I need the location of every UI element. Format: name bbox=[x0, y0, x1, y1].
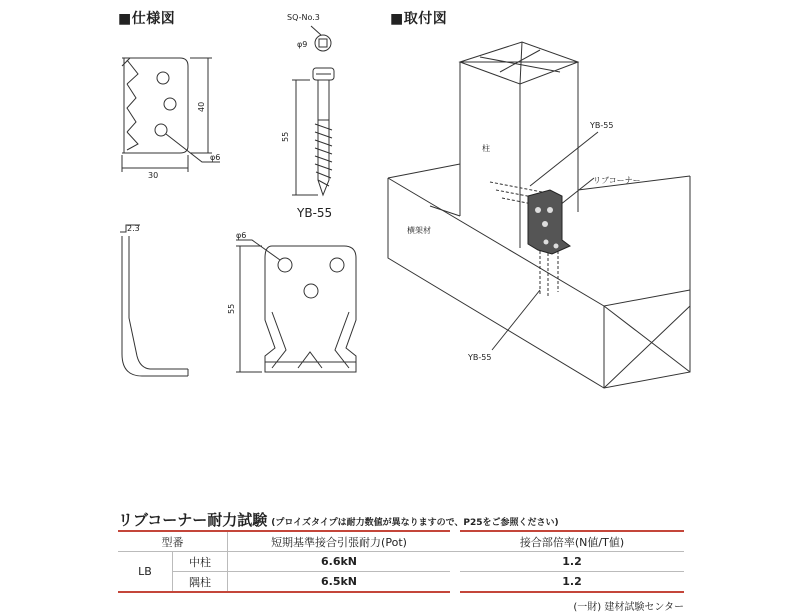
header-model: 型番 bbox=[118, 531, 228, 552]
dim-40-label: 40 bbox=[197, 101, 206, 112]
install-heading: ■取付図 bbox=[390, 11, 448, 27]
table-footer: (一財) 建材試験センター bbox=[573, 602, 684, 613]
yb55-top-label: YB-55 bbox=[590, 121, 614, 130]
sq-no-label: SQ-No.3 bbox=[287, 13, 320, 22]
phi6-label-a: φ6 bbox=[210, 153, 221, 162]
screw-length-label: 55 bbox=[281, 131, 290, 142]
table-header-row bbox=[118, 531, 684, 552]
yb55-bottom-label: YB-55 bbox=[468, 353, 492, 362]
strength-cell: 6.5kN bbox=[228, 572, 451, 593]
strength-table bbox=[118, 530, 684, 593]
thickness-label: 2.3 bbox=[127, 224, 140, 233]
model-cell: LB bbox=[118, 552, 173, 593]
spec-heading: ■仕様図 bbox=[118, 11, 176, 27]
bracket-side-view bbox=[120, 225, 188, 376]
header-ratio: 接合部倍率(N値/T値) bbox=[460, 531, 684, 552]
table-title: リブコーナー耐力試験 bbox=[118, 511, 268, 529]
table-row bbox=[118, 572, 684, 593]
position-cell: 中柱 bbox=[173, 552, 228, 572]
table-row bbox=[118, 552, 684, 572]
position-cell: 隅柱 bbox=[173, 572, 228, 593]
dim-55-label: 55 bbox=[227, 303, 236, 314]
phi9-label: φ9 bbox=[297, 40, 308, 49]
ratio-cell: 1.2 bbox=[460, 552, 684, 572]
rib-corner-bracket bbox=[528, 190, 570, 254]
dim-30-label: 30 bbox=[148, 171, 159, 180]
phi6-label-b: φ6 bbox=[236, 231, 247, 240]
screw-drawing bbox=[292, 26, 334, 195]
table-title-row bbox=[118, 509, 559, 530]
yokogazai-label: 横架材 bbox=[407, 226, 431, 235]
bracket-front-view bbox=[122, 58, 220, 172]
ratio-cell: 1.2 bbox=[460, 572, 684, 593]
screw-model-label: YB-55 bbox=[297, 206, 333, 220]
table-note: (プロイズタイプは耐力数値が異なりますので、P25をご参照ください) bbox=[271, 518, 559, 528]
bracket-large-view bbox=[236, 240, 356, 372]
rib-corner-label: リブコーナー bbox=[593, 176, 641, 185]
hashira-label: 柱 bbox=[482, 144, 490, 153]
strength-cell: 6.6kN bbox=[228, 552, 451, 572]
header-strength: 短期基準接合引張耐力(Pot) bbox=[228, 531, 451, 552]
